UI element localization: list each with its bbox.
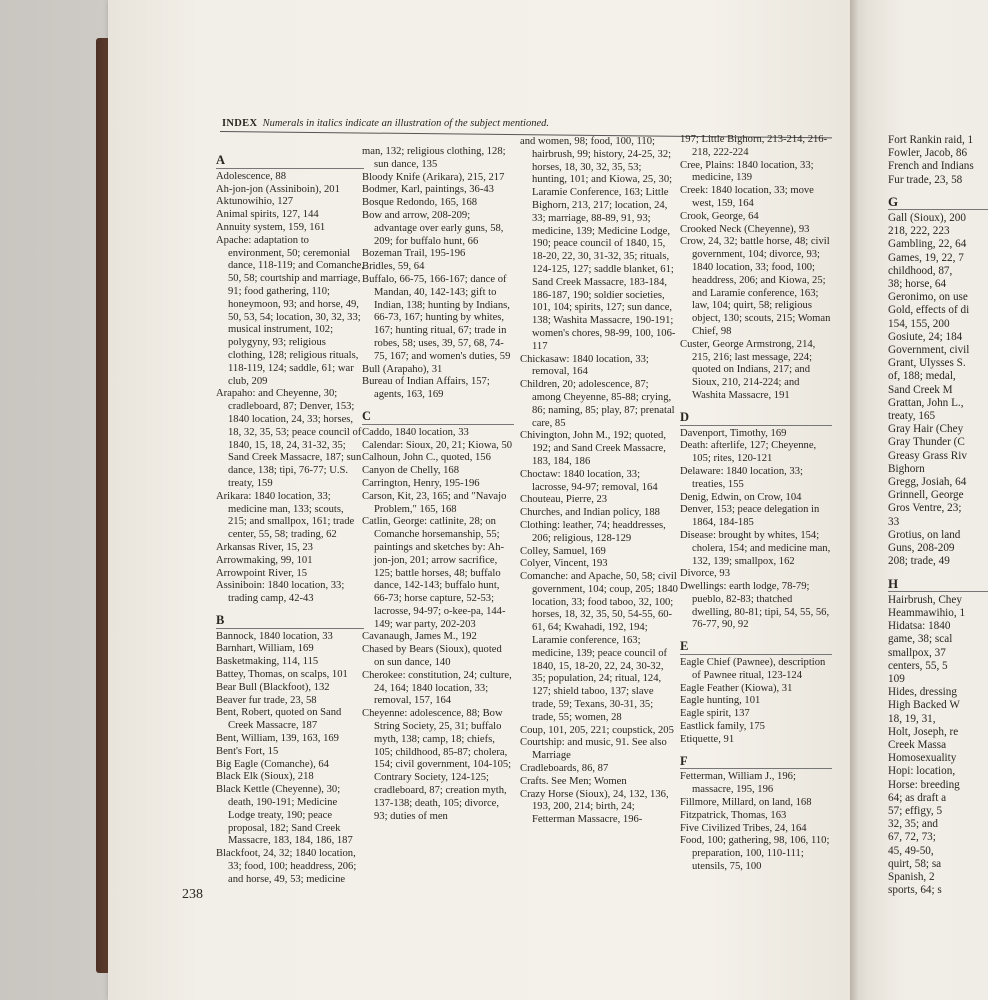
index-entry: Choctaw: 1840 location, 33; lacrosse, 94-97; removal, 164 [520, 468, 658, 493]
index-entry: Greasy Grass Riv [888, 449, 967, 462]
index-entry: childhood, 87, [888, 264, 953, 277]
index-entry: Denig, Edwin, on Crow, 104 [680, 491, 802, 503]
entries-f [680, 771, 832, 873]
index-entry: Gray Thunder (C [888, 436, 965, 449]
index-entry: Churches, and Indian policy, 188 [520, 507, 660, 519]
index-entry: game, 38; scal [888, 633, 953, 646]
index-entry: Barnhart, William, 169 [216, 643, 314, 655]
index-entry: Spanish, 2 [888, 870, 935, 883]
index-entry: Hidatsa: 1840 [888, 620, 951, 633]
index-entry: Buffalo, 66-75, 166-167; dance of Mandan, 40, 142-143; gift to Indian, 138; hunting by Indians, 66-73, 167; hunting by whites, 167; hunting ritual, 67; trade in robes, 58; uses, 39, 57, 68, 74-75, 167; and women's duties, 59 [362, 273, 511, 362]
index-entry: Gold, effects of di [888, 304, 970, 317]
index-entry: Etiquette, 91 [680, 733, 735, 745]
index-entry: Calhoun, John C., quoted, 156 [362, 452, 491, 464]
index-entry: Chivington, John M., 192; quoted, 192; and Sand Creek Massacre, 183, 184, 186 [520, 430, 666, 467]
index-entry: Bent, Robert, quoted on Sand Creek Massacre, 187 [216, 707, 342, 732]
index-entry: Courtship: and music, 91. See also Marriage [520, 737, 667, 762]
index-entry: Gregg, Josiah, 64 [888, 476, 967, 489]
index-entry: Chased by Bears (Sioux), quoted on sun dance, 140 [362, 644, 502, 669]
index-entry: Comanche: and Apache, 50, 58; civil government, 104; coup, 205; 1840 location, 33; food taboo, 32, 100; horses, 18, 32, 35, 50, 54-55, 60-61, 64; Kwahadi, 192, 194; Laramie conference, 163; medicine, 139; peace council of 1840, 15, 18-20, 22, 24, 30-32, 35; population, 24; ritual, 124, 127; shield taboo, 137; slave trade, 59; Texans, 30-31, 35; trade, 55; women, 28 [520, 571, 678, 723]
index-entry: Grattan, John L., [888, 396, 964, 409]
index-entry: Colley, Samuel, 169 [520, 545, 606, 557]
index-entry: Fowler, Jacob, 86 [888, 147, 968, 160]
index-entry: Crooked Neck (Cheyenne), 93 [680, 223, 810, 235]
index-entry: Fillmore, Millard, on land, 168 [680, 797, 812, 809]
index-entry: Geronimo, on use [888, 291, 968, 304]
index-entry: Cradleboards, 86, 87 [520, 763, 609, 775]
index-entry: Bear Bull (Blackfoot), 132 [216, 681, 330, 693]
index-entry: Black Kettle (Cheyenne), 30; death, 190-191; Medicine Lodge treaty, 190; peace proposal, 182; Sand Creek Massacre, 183, 184, 186, 187 [216, 784, 353, 847]
index-entry: 154, 155, 200 [888, 317, 950, 330]
entries-b-continued [362, 146, 514, 402]
index-entry: Arikara: 1840 location, 33; medicine man, 133; scouts, 215; and smallpox, 161; trade center, 55, 58; trading, 62 [216, 490, 355, 541]
index-entry: Big Eagle (Comanche), 64 [216, 758, 329, 770]
index-label: INDEX [222, 118, 258, 129]
index-entry: 38; horse, 64 [888, 278, 947, 291]
section-letter-g: G [888, 195, 988, 210]
entries-c-continued-2 [680, 134, 832, 403]
index-entry: Arkansas River, 15, 23 [216, 541, 313, 553]
index-entry: Food, 100; gathering, 98, 106, 110; preparation, 100, 110-111; utensils, 75, 100 [680, 835, 830, 873]
index-entry: High Backed W [888, 699, 960, 712]
index-entry: Coup, 101, 205, 221; coupstick, 205 [520, 724, 674, 736]
index-entry: Davenport, Timothy, 169 [680, 427, 787, 439]
index-entry: Canyon de Chelly, 168 [362, 465, 459, 477]
index-entry: treaty, 165 [888, 410, 936, 423]
section-letter-h: H [888, 577, 988, 592]
index-entry: Chouteau, Pierre, 23 [520, 494, 608, 506]
index-entry: of, 188; medal, [888, 370, 956, 383]
index-entry: Grinnell, George [888, 489, 964, 502]
index-entry: Games, 19, 22, 7 [888, 251, 964, 264]
section-letter-e: E [680, 640, 832, 655]
index-entry: Eagle Feather (Kiowa), 31 [680, 682, 793, 694]
index-entry: Homosexuality [888, 752, 957, 765]
index-header [222, 118, 834, 129]
index-entry: 64; as draft a [888, 791, 947, 804]
index-entry: 197; Little Bighorn, 213-214, 216-218, 222-224 [680, 134, 828, 158]
index-entry: Eagle hunting, 101 [680, 695, 761, 707]
index-entry: Children, 20; adolescence, 87; among Cheyenne, 85-88; crying, 86; naming, 85; play, 87; prenatal care, 85 [520, 379, 675, 429]
index-entry: Battey, Thomas, on scalps, 101 [216, 669, 348, 681]
index-entry: Arrowpoint River, 15 [216, 567, 308, 579]
index-entry: Heammawihio, 1 [888, 606, 966, 619]
page-number: 238 [182, 887, 203, 902]
index-entry: Bureau of Indian Affairs, 157; agents, 163, 169 [362, 376, 490, 401]
index-entry: 45, 49-50, [888, 844, 934, 857]
index-entry: Bodmer, Karl, paintings, 36-43 [362, 184, 494, 196]
index-entry: Crafts. See Men; Women [520, 775, 627, 787]
index-entry: sports, 64; s [888, 884, 942, 897]
index-entry: Sand Creek M [888, 383, 953, 396]
index-entry: Dwellings: earth lodge, 78-79; pueblo, 82-83; thatched dwelling, 80-81; tipi, 54, 55, 56, 76-77, 90, 92 [680, 581, 830, 631]
entries-f-continued [888, 134, 988, 187]
index-entry: Bighorn [888, 462, 925, 475]
index-note: Numerals in italics indicate an illustration of the subject mentioned. [262, 118, 549, 129]
index-entry: Annuity system, 159, 161 [216, 221, 326, 233]
index-entry: Five Civilized Tribes, 24, 164 [680, 822, 807, 834]
section-letter-f: F [680, 755, 832, 770]
index-entry: Bloody Knife (Arikara), 215, 217 [362, 171, 505, 183]
index-entry: Blackfoot, 24, 32; 1840 location, 33; food, 100; headdress, 206; and horse, 49, 53; medicine [216, 848, 357, 885]
index-entry: smallpox, 37 [888, 646, 946, 659]
index-entry: Eagle Chief (Pawnee), description of Pawnee ritual, 123-124 [680, 657, 826, 681]
index-entry: Gray Hair (Chey [888, 423, 964, 436]
index-entry: 67, 72, 73; [888, 831, 936, 844]
index-entry: Beaver fur trade, 23, 58 [216, 694, 317, 706]
index-column-3 [520, 136, 678, 827]
index-entry: 33 [888, 515, 900, 528]
index-entry: Apache: adaptation to environment, 50; ceremonial dance, 118-119; and Comanche, 50, 58; courtship and marriage, 91; food gathering, 110; honeymoon, 93; and horse, 49, 50, 53, 54; location, 30, 32, 33; musical instrument, 102; polygyny, 93; religious clothing, 128; religious rituals, 118-119, 124; saddle, 61; war club, 209 [216, 234, 365, 387]
entries-a [216, 171, 364, 606]
index-entry: Government, civil [888, 344, 970, 357]
section-letter-c: C [362, 410, 514, 425]
index-entry: Fur trade, 23, 58 [888, 173, 963, 186]
index-entry: Bannock, 1840 location, 33 [216, 630, 333, 642]
index-entry: Gall (Sioux), 200 [888, 212, 966, 225]
index-entry: Bent's Fort, 15 [216, 745, 279, 757]
index-entry: Cree, Plains: 1840 location, 33; medicine, 139 [680, 159, 814, 184]
index-entry: Gros Ventre, 23; [888, 502, 962, 515]
index-entry: Arapaho: and Cheyenne, 30; cradleboard, 87; Denver, 153; 1840 location, 24, 33; horses, 18, 32, 35, 53; peace council of 1840, 15, 18, 24, 31-32, 35; Sand Creek Massacre, 187; sun dance, 138; tipi, 76-77; U.S. treaty, 159 [216, 388, 362, 489]
index-entry: Cavanaugh, James M., 192 [362, 631, 477, 643]
index-entry: centers, 55, 5 [888, 659, 948, 672]
index-entry: Hopi: location, [888, 765, 956, 778]
entries-e [680, 657, 832, 747]
entries-b [216, 631, 364, 887]
index-entry: Gosiute, 24; 184 [888, 330, 963, 343]
index-entry: Adolescence, 88 [216, 170, 287, 182]
index-entry: Catlin, George: catlinite, 28; on Comanche horsemanship, 55; paintings and sketches by: Ah-jon-jon, 201; arrow sacrifice, 125; battle horses, 48; buffalo dance, 142-143; buffalo hunt, 66-73; horse capture, 52-53; lacrosse, 94-97; o-kee-pa, 144-149; war party, 202-203 [362, 516, 506, 630]
index-entry: Bull (Arapaho), 31 [362, 363, 443, 375]
index-entry: Hides, dressing [888, 686, 957, 699]
index-entry: Caddo, 1840 location, 33 [362, 426, 469, 438]
entries-d [680, 428, 832, 633]
index-entry: Bow and arrow, 208-209; advantage over early guns, 58, 209; for buffalo hunt, 66 [362, 209, 504, 247]
index-entry: and women, 98; food, 100, 110; hairbrush, 99; history, 24-25, 32; horses, 18, 30, 32, 35, 53; hunting, 101; and Kiowa, 25, 30; Laramie Conference, 163; Little Bighorn, 213, 217; location, 24, 33; marriage, 88-89, 91, 93; medicine, 139; Medicine Lodge, 190; peace council of 1840, 15, 18-20, 22, 30, 31-32, 35; rituals, 124-125, 127; saddle blanket, 61; Sand Creek Massacre, 183-184, 186-187, 190; soldier societies, 101, 104; spirits, 127; sun dance, 138; Washita Massacre, 190-191; women's chores, 98-99, 100, 106-117 [520, 136, 676, 352]
index-entry: Grant, Ulysses S. [888, 357, 966, 370]
index-entry: Bozeman Trail, 195-196 [362, 248, 466, 260]
index-entry: Basketmaking, 114, 115 [216, 656, 319, 668]
index-entry: Assiniboin: 1840 location, 33; trading camp, 42-43 [216, 580, 345, 605]
index-entry: Custer, George Armstrong, 214, 215, 216; last message, 224; quoted on Indians, 217; and Sioux, 210, 214-224; and Washita Massacre, 191 [680, 338, 816, 401]
index-entry: Disease: brought by whites, 154; cholera, 154; and medicine man, 132, 139; smallpox, 162 [680, 529, 831, 567]
index-entry: Eagle spirit, 137 [680, 708, 750, 720]
index-entry: 32, 35; and [888, 818, 939, 831]
index-entry: Ah-jon-jon (Assiniboin), 201 [216, 183, 340, 195]
index-column-1 [216, 146, 364, 887]
index-entry: Crow, 24, 32; battle horse, 48; civil government, 104; divorce, 93; 1840 location, 33; food, 100; headdress, 206; and Kiowa, 25; and Laramie conference, 163; law, 104; quirt, 58; religious object, 130; scouts, 215; Woman Chief, 98 [680, 236, 831, 337]
index-entry: 57; effigy, 5 [888, 804, 943, 817]
section-letter-b: B [216, 614, 364, 629]
index-entry: Grotius, on land [888, 528, 961, 541]
index-entry: 18, 19, 31, [888, 712, 936, 725]
index-entry: Colyer, Vincent, 193 [520, 558, 608, 570]
index-entry: Gambling, 22, 64 [888, 238, 967, 251]
index-entry: quirt, 58; sa [888, 857, 942, 870]
index-entry: Chickasaw: 1840 location, 33; removal, 164 [520, 353, 649, 378]
index-column-5-right-page [888, 134, 988, 897]
index-entry: 109 [888, 672, 905, 685]
index-entry: 218, 222, 223 [888, 225, 950, 238]
index-entry: Carson, Kit, 23, 165; and "Navajo Problem," 165, 168 [362, 490, 507, 515]
index-entry: Horse: breeding [888, 778, 960, 791]
index-column-4 [680, 134, 832, 874]
index-entry: Bridles, 59, 64 [362, 261, 425, 273]
index-entry: man, 132; religious clothing, 128; sun dance, 135 [362, 146, 506, 170]
entries-h [888, 594, 988, 898]
index-entry: 208; trade, 49 [888, 555, 950, 568]
index-entry: Fitzpatrick, Thomas, 163 [680, 809, 787, 821]
index-entry: Arrowmaking, 99, 101 [216, 554, 313, 566]
index-entry: French and Indians [888, 160, 974, 173]
index-entry: Guns, 208-209 [888, 542, 955, 555]
section-letter-d: D [680, 411, 832, 426]
index-entry: Creek: 1840 location, 33; move west, 159, 164 [680, 185, 814, 209]
index-entry: Divorce, 93 [680, 568, 731, 580]
index-entry: Eastlick family, 175 [680, 721, 765, 733]
index-entry: Creek Massa [888, 738, 947, 751]
index-entry: Aktunowihio, 127 [216, 196, 294, 208]
index-entry: Holt, Joseph, re [888, 725, 959, 738]
entries-g [888, 212, 988, 568]
index-column-2 [362, 146, 514, 823]
index-entry: Cherokee: constitution, 24; culture, 24, 164; 1840 location, 33; removal, 157, 164 [362, 669, 512, 707]
index-entry: Fetterman, William J., 196; massacre, 195, 196 [680, 771, 796, 796]
entries-c-continued [520, 136, 678, 827]
index-entry: Hairbrush, Chey [888, 593, 962, 606]
index-entry: Animal spirits, 127, 144 [216, 209, 319, 221]
index-entry: Bosque Redondo, 165, 168 [362, 197, 478, 209]
index-entry: Carrington, Henry, 195-196 [362, 477, 480, 489]
index-entry: Black Elk (Sioux), 218 [216, 771, 314, 783]
index-entry: Cheyenne: adolescence, 88; Bow String Society, 25, 31; buffalo myth, 138; camp, 18; chiefs, 105; childhood, 85-87; cholera, 154; civil government, 104-105; Contrary Society, 124-125; cradleboard, 87; creation myth, 137-138; death, 105; divorce, 93; duties of men [362, 708, 512, 822]
index-entry: Clothing: leather, 74; headdresses, 206; religious, 128-129 [520, 519, 666, 544]
index-entry: Death: afterlife, 127; Cheyenne, 105; rites, 120-121 [680, 440, 817, 465]
index-entry: Calendar: Sioux, 20, 21; Kiowa, 50 [362, 439, 513, 451]
index-entry: Crazy Horse (Sioux), 24, 132, 136, 193, 200, 214; birth, 24; Fetterman Massacre, 196- [520, 788, 669, 826]
index-entry: Crook, George, 64 [680, 210, 759, 222]
index-entry: Denver, 153; peace delegation in 1864, 184-185 [680, 504, 820, 529]
index-entry: Bent, William, 139, 163, 169 [216, 733, 339, 745]
entries-c [362, 427, 514, 824]
section-letter-a: A [216, 154, 364, 169]
index-entry: Delaware: 1840 location, 33; treaties, 155 [680, 465, 803, 490]
index-entry: Fort Rankin raid, 1 [888, 134, 974, 146]
